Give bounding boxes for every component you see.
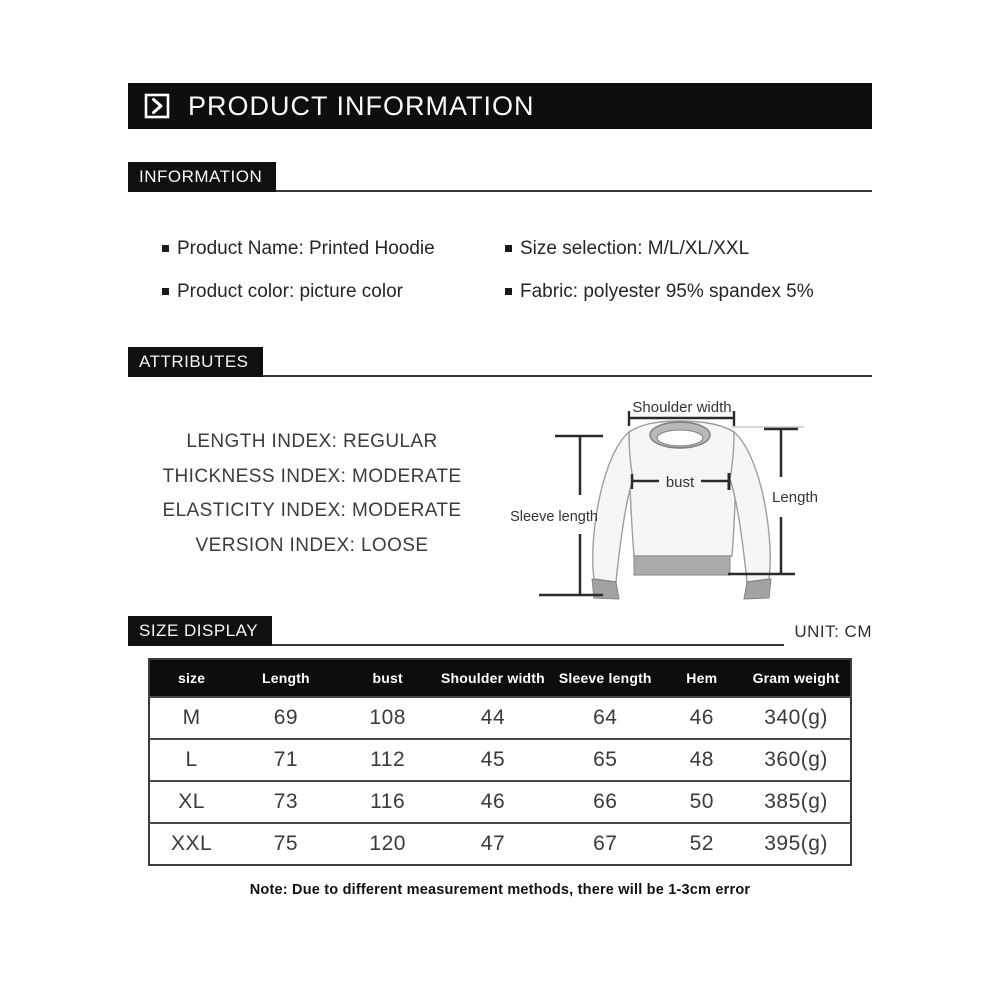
cell-bust: 120 [339, 823, 437, 865]
page-title: PRODUCT INFORMATION [188, 90, 535, 121]
chevron-right-icon [144, 93, 170, 119]
information-section-header [128, 162, 872, 192]
garment-measurement-diagram [502, 395, 872, 610]
bullet-square-icon [505, 288, 512, 295]
measurement-note: Note: Due to different measurement methods, there will be 1-3cm error [249, 882, 751, 898]
cell-bust: 116 [339, 781, 437, 823]
cell-gram-weight: 385(g) [742, 781, 851, 823]
table-row [149, 823, 851, 865]
cell-size: M [149, 697, 233, 739]
length-label: Length [772, 489, 818, 506]
shoulder-width-label: Shoulder width [632, 399, 732, 416]
attr-length-index: LENGTH INDEX: REGULAR [186, 431, 438, 452]
bust-label: bust [665, 474, 695, 491]
attr-version-index: VERSION INDEX: LOOSE [195, 534, 429, 556]
table-row [149, 697, 851, 739]
unit-label: UNIT: CM [794, 622, 872, 641]
info-fabric: Fabric: polyester 95% spandex 5% [520, 281, 814, 302]
col-header-size: size [149, 659, 233, 697]
information-divider [276, 190, 872, 192]
cell-shoulder-width: 44 [437, 697, 549, 739]
cell-hem: 50 [661, 781, 742, 823]
table-header-row [149, 659, 851, 697]
cell-shoulder-width: 47 [437, 823, 549, 865]
information-bullet-list [128, 238, 872, 303]
cell-hem: 48 [661, 739, 742, 781]
sweater-collar-inner [657, 430, 703, 446]
col-header-length: Length [233, 659, 338, 697]
cell-size: L [149, 739, 233, 781]
info-product-name: Product Name: Printed Hoodie [177, 238, 435, 259]
cell-sleeve-length: 65 [549, 739, 661, 781]
attributes-section-header [128, 347, 872, 377]
col-header-gram-weight: Gram weight [742, 659, 851, 697]
table-row [149, 739, 851, 781]
cell-sleeve-length: 67 [549, 823, 661, 865]
product-info-page [128, 0, 872, 898]
cell-size: XXL [149, 823, 233, 865]
cell-sleeve-length: 66 [549, 781, 661, 823]
size-display-divider [272, 644, 784, 646]
page-title-banner [128, 83, 872, 129]
list-item [162, 238, 505, 260]
cell-hem: 52 [661, 823, 742, 865]
col-header-shoulder-width: Shoulder width [437, 659, 549, 697]
cell-sleeve-length: 64 [549, 697, 661, 739]
sweater-left-sleeve [593, 432, 633, 582]
cell-gram-weight: 360(g) [742, 739, 851, 781]
attr-thickness-index: THICKNESS INDEX: MODERATE [162, 465, 462, 487]
sleeve-length-label: Sleeve length [510, 509, 598, 525]
info-size-selection: Size selection: M/L/XL/XXL [520, 238, 750, 259]
size-table-container [148, 658, 852, 866]
attributes-label: ATTRIBUTES [128, 347, 263, 377]
attr-elasticity-index: ELASTICITY INDEX: MODERATE [162, 500, 462, 521]
size-display-section-header [128, 616, 872, 646]
list-item [505, 281, 872, 303]
list-item [162, 281, 505, 303]
col-header-bust: bust [339, 659, 437, 697]
cell-bust: 112 [339, 739, 437, 781]
cell-length: 73 [233, 781, 338, 823]
bullet-square-icon [162, 288, 169, 295]
cell-gram-weight: 340(g) [742, 697, 851, 739]
cell-length: 71 [233, 739, 338, 781]
list-item [505, 238, 872, 260]
sweater-hem-band [634, 556, 730, 575]
sweater-right-cuff [744, 579, 771, 599]
info-product-color: Product color: picture color [177, 281, 403, 302]
bullet-square-icon [162, 245, 169, 252]
attributes-list [128, 395, 496, 610]
cell-bust: 108 [339, 697, 437, 739]
cell-hem: 46 [661, 697, 742, 739]
attributes-divider [263, 375, 872, 377]
attributes-content [128, 395, 872, 610]
cell-shoulder-width: 45 [437, 739, 549, 781]
cell-shoulder-width: 46 [437, 781, 549, 823]
col-header-sleeve-length: Sleeve length [549, 659, 661, 697]
cell-gram-weight: 395(g) [742, 823, 851, 865]
bullet-square-icon [505, 245, 512, 252]
size-table [148, 658, 852, 866]
sweater-right-sleeve [730, 432, 770, 582]
cell-length: 69 [233, 697, 338, 739]
size-display-label: SIZE DISPLAY [128, 616, 272, 646]
table-row [149, 781, 851, 823]
cell-length: 75 [233, 823, 338, 865]
information-label: INFORMATION [128, 162, 276, 192]
cell-size: XL [149, 781, 233, 823]
col-header-hem: Hem [661, 659, 742, 697]
